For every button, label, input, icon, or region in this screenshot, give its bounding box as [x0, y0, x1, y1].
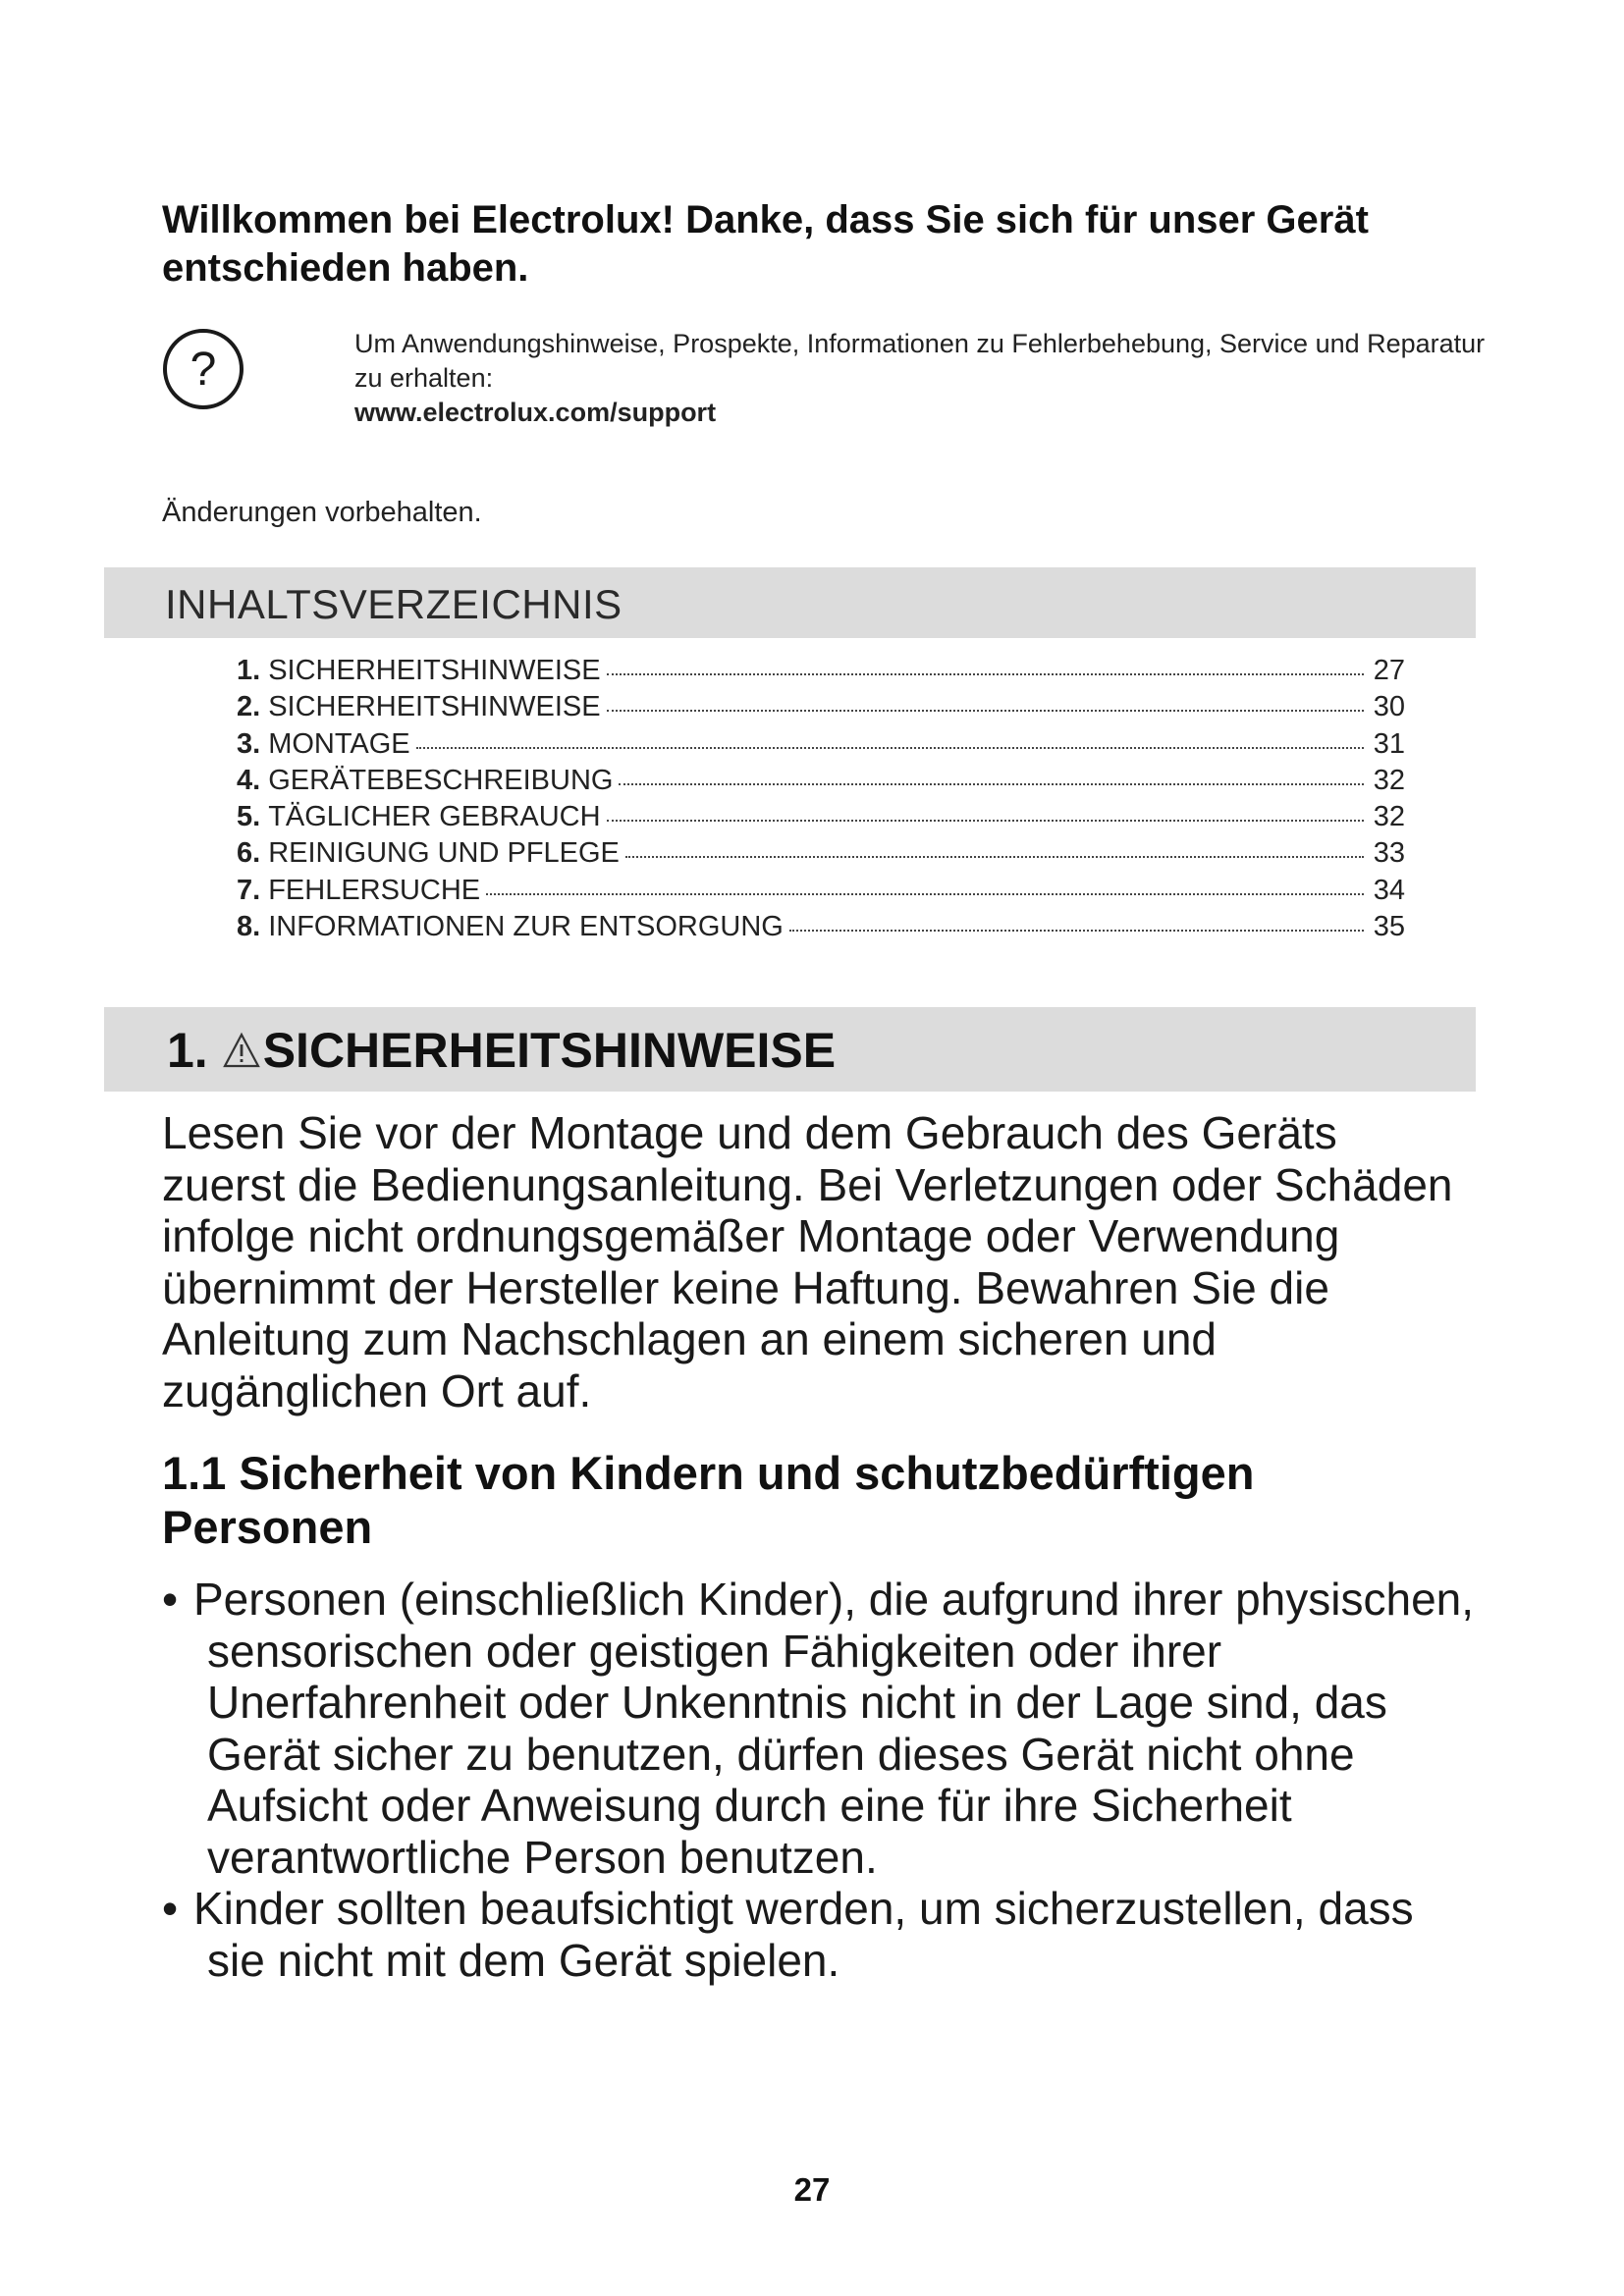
- toc-item[interactable]: [237, 691, 1405, 727]
- toc-item-label: MONTAGE: [268, 727, 410, 760]
- toc-item-label: SICHERHEITSHINWEISE: [268, 655, 601, 686]
- support-info: [354, 327, 1493, 430]
- toc-item[interactable]: [237, 728, 1405, 765]
- bullet-list: [162, 1574, 1478, 1986]
- toc-item-number: 2.: [237, 691, 261, 723]
- section-number: 1.: [167, 1023, 208, 1078]
- svg-text:?: ?: [189, 344, 217, 396]
- toc-item-page: 35: [1373, 911, 1405, 943]
- toc-item[interactable]: [237, 837, 1405, 874]
- toc-item-number: 8.: [237, 911, 261, 943]
- section-intro: Lesen Sie vor der Montage und dem Gebrauch des Geräts zuerst die Bedienungsanleitung. Bei Verletzungen oder Schäden infolge nicht ordnungsgemäßer Montage oder Verwendung übernimmt der Hersteller keine Haftung. Bewahren Sie die Anleitung zum Nachschlagen an einem sicheren und zugänglichen Ort auf.: [162, 1107, 1453, 1416]
- toc-item-page: 32: [1373, 764, 1405, 796]
- page-number: 27: [793, 2171, 831, 2208]
- toc-dot-leader: [607, 710, 1364, 712]
- welcome-heading: Willkommen bei Electrolux! Danke, dass Sie sich für unser Gerät entschieden haben.: [162, 198, 1369, 290]
- bullet-icon: •: [162, 1883, 179, 1934]
- warning-triangle-icon: [222, 1032, 261, 1069]
- toc-item-label: TÄGLICHER GEBRAUCH: [268, 801, 601, 833]
- toc-item-number: 1.: [237, 655, 261, 686]
- toc-item-number: 6.: [237, 837, 261, 870]
- toc-item-number: 3.: [237, 727, 261, 760]
- toc-item[interactable]: [237, 801, 1405, 837]
- toc-item-page: 33: [1373, 837, 1405, 870]
- toc-dot-leader: [625, 856, 1364, 858]
- changes-note: Änderungen vorbehalten.: [162, 497, 482, 528]
- toc-dot-leader: [416, 747, 1364, 749]
- section-title-text: SICHERHEITSHINWEISE: [262, 1023, 837, 1078]
- section-header-bar: [104, 1007, 1476, 1092]
- toc-item-number: 4.: [237, 764, 261, 796]
- toc-item-label: FEHLERSUCHE: [268, 874, 481, 906]
- toc-item-label: INFORMATIONEN ZUR ENTSORGUNG: [268, 911, 784, 943]
- bullet-icon: •: [162, 1574, 179, 1625]
- toc-item-number: 5.: [237, 801, 261, 833]
- toc-item[interactable]: [237, 655, 1405, 691]
- toc-item-page: 31: [1373, 727, 1405, 760]
- toc-dot-leader: [607, 673, 1364, 675]
- toc-item[interactable]: [237, 875, 1405, 911]
- toc-item[interactable]: [237, 911, 1405, 947]
- toc-item-number: 7.: [237, 874, 261, 906]
- toc-item-label: SICHERHEITSHINWEISE: [268, 691, 601, 723]
- toc-item-label: REINIGUNG UND PFLEGE: [268, 837, 620, 870]
- support-text: Um Anwendungshinweise, Prospekte, Informationen zu Fehlerbehebung, Service und Reparatur zu erhalten:: [354, 329, 1486, 393]
- section-title: [167, 1022, 836, 1079]
- question-circle-icon: [160, 326, 246, 412]
- toc-dot-leader: [486, 893, 1364, 895]
- toc-item-page: 34: [1373, 874, 1405, 906]
- toc-item-page: 30: [1373, 691, 1405, 723]
- toc-item[interactable]: [237, 765, 1405, 801]
- toc-dot-leader: [607, 820, 1364, 822]
- support-link[interactable]: www.electrolux.com/support: [354, 398, 717, 427]
- list-item: • Kinder sollten beaufsichtigt werden, um sicherzustellen, dass sie nicht mit dem Gerät spielen.: [162, 1883, 1414, 1986]
- toc-item-label: GERÄTEBESCHREIBUNG: [268, 764, 614, 796]
- table-of-contents: [237, 655, 1405, 947]
- toc-item-page: 27: [1373, 655, 1405, 686]
- list-item: • Personen (einschließlich Kinder), die aufgrund ihrer physischen, sensorischen oder geistigen Fähigkeiten oder ihrer Unerfahrenheit oder Unkenntnis nicht in der Lage sind, das Gerät sicher zu benutzen, dürfen dieses Gerät nicht ohne Aufsicht oder Anweisung durch eine für ihre Sicherheit verantwortliche Person benutzen.: [162, 1574, 1475, 1883]
- toc-header-bar: [104, 567, 1476, 638]
- toc-title: INHALTSVERZEICHNIS: [165, 581, 623, 627]
- toc-item-page: 32: [1373, 801, 1405, 833]
- toc-dot-leader: [789, 930, 1364, 932]
- toc-dot-leader: [619, 783, 1364, 785]
- subsection-title: 1.1 Sicherheit von Kindern und schutzbedürftigen Personen: [162, 1447, 1255, 1553]
